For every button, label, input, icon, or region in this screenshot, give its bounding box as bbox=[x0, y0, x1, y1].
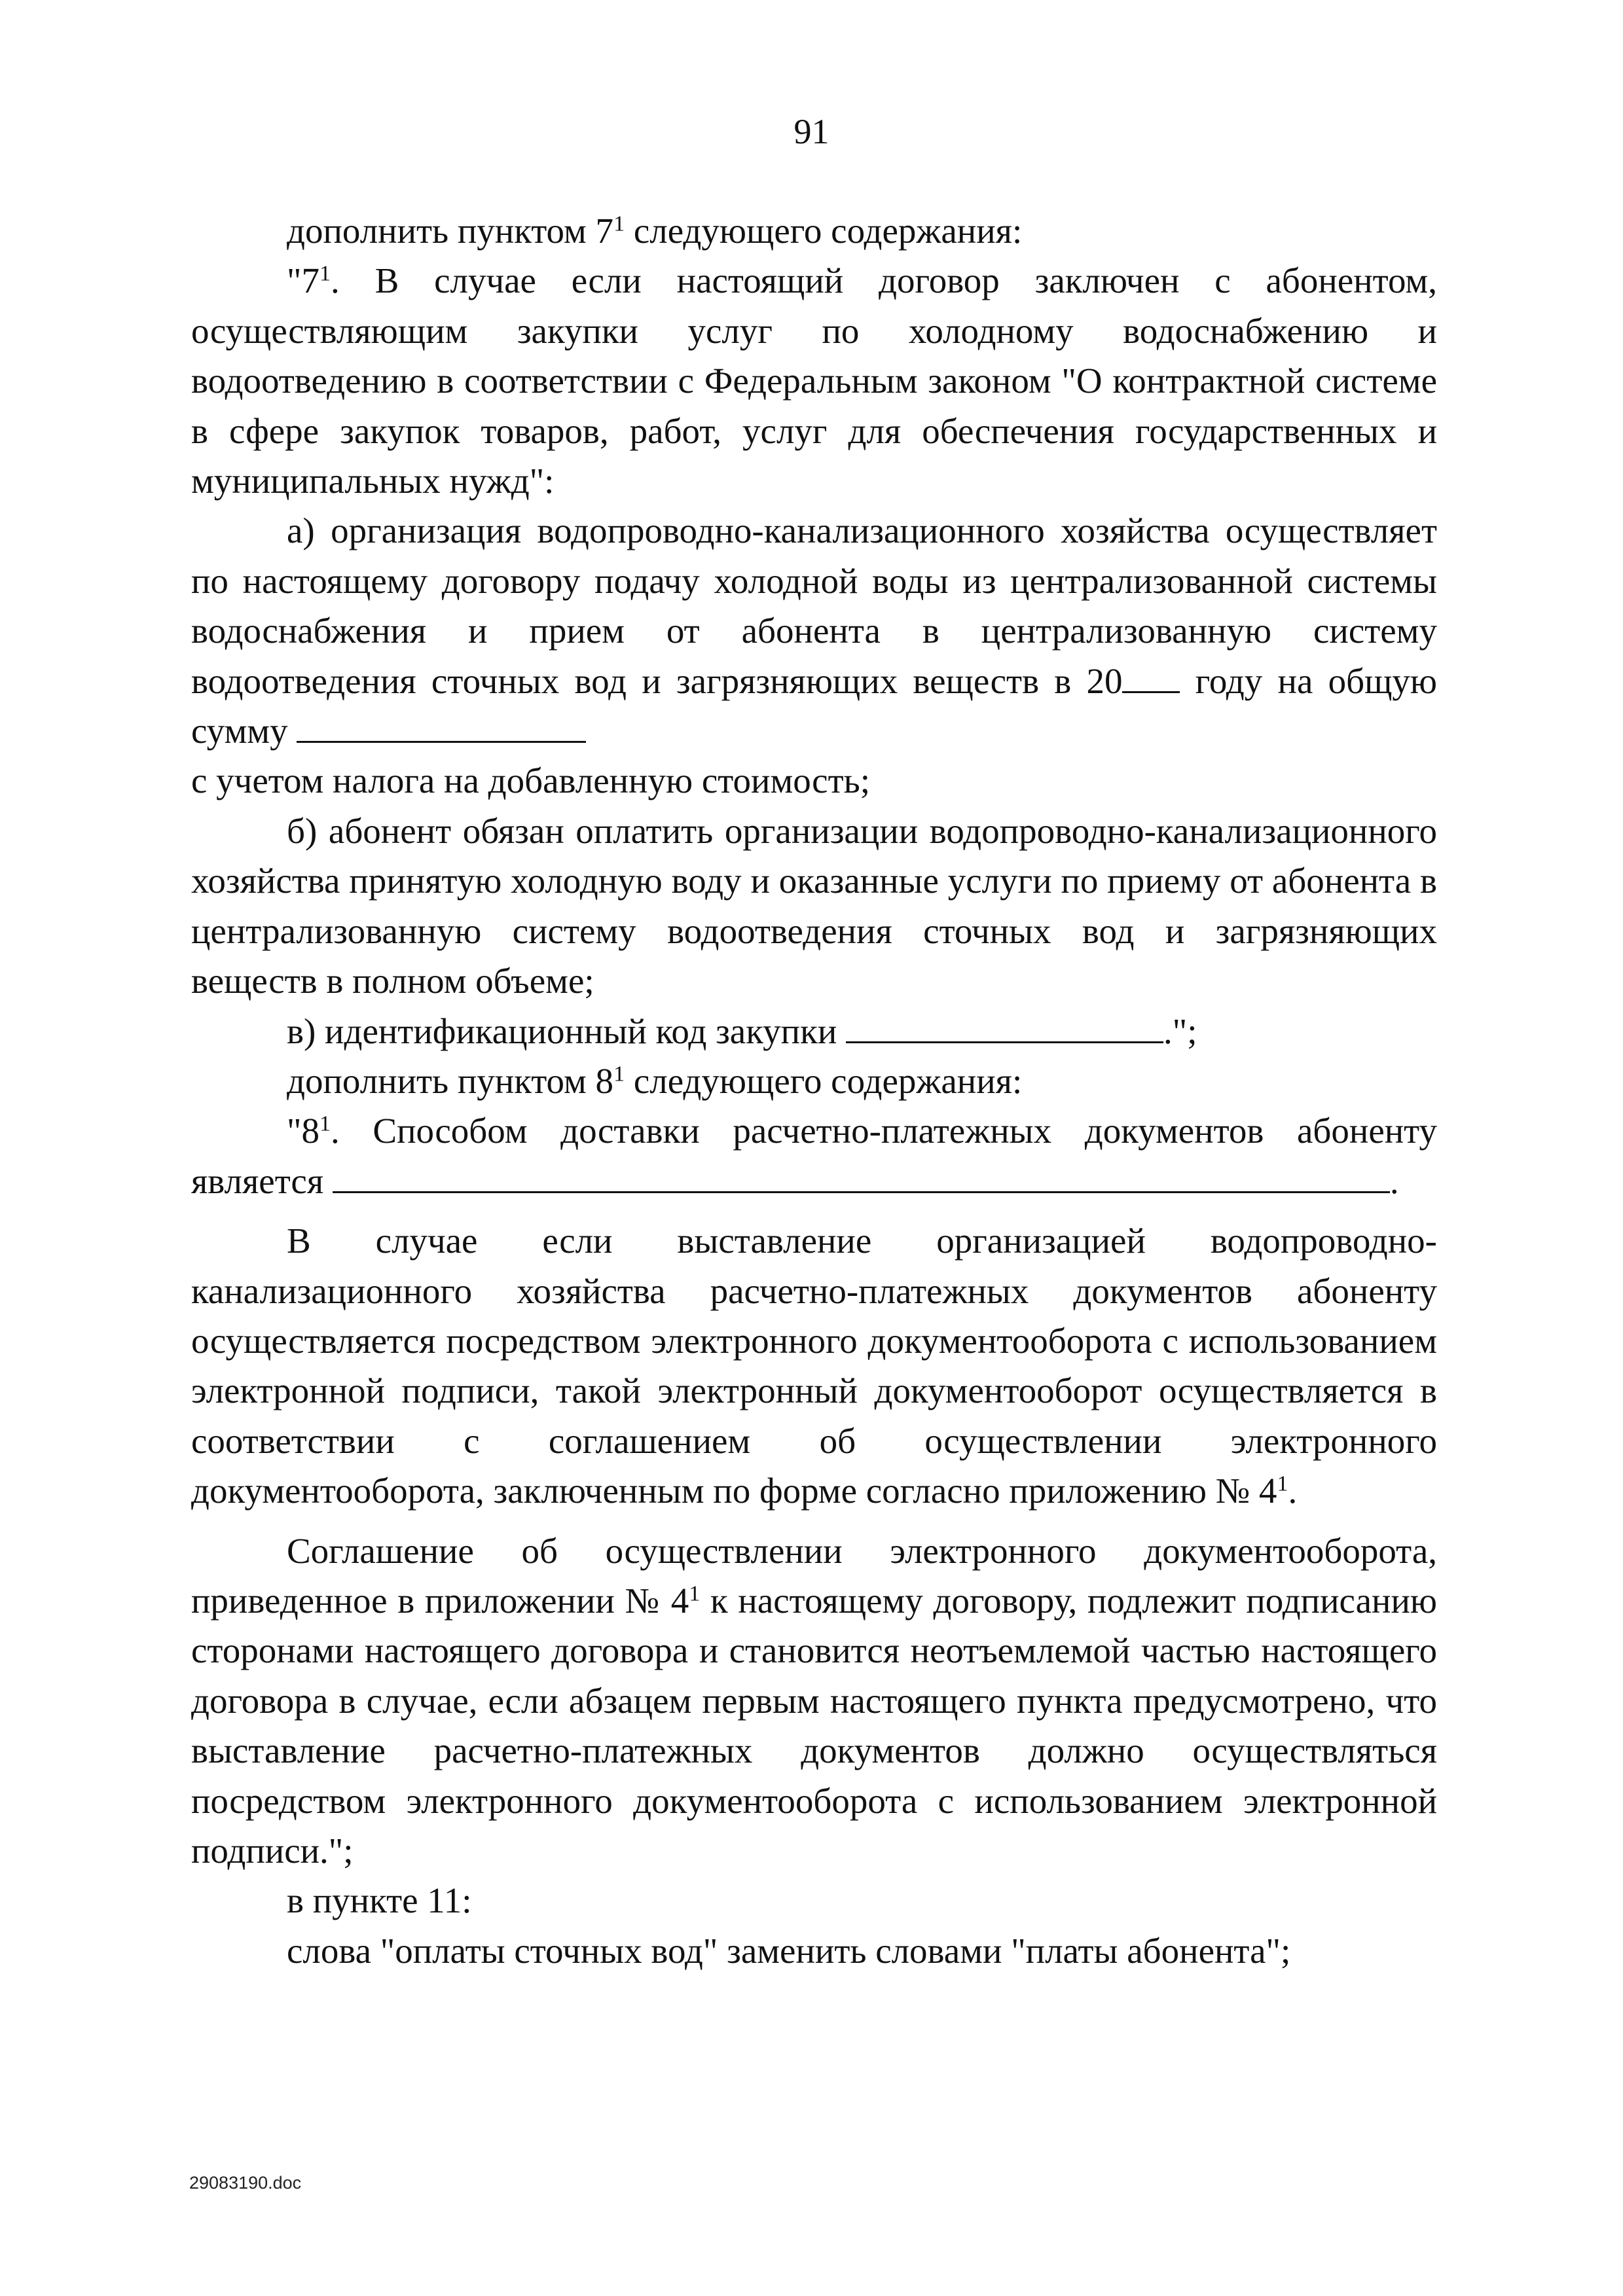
paragraph-agreement: Соглашение об осуществлении электронного документооборота, приведенное в приложении № $4^1$ к настоящему договору, подлежит подписанию сторонами настоящего договора и становится неотъемлемой частью настоящего договора в случае, если абзацем первым настоящего пункта предусмотрено, что выставление расчетно-платежных документов должно осуществляться посредством электронного документооборота с использованием электронной подписи."; bbox=[191, 1530, 1437, 1871]
purchase-code-blank-field bbox=[846, 1041, 1163, 1043]
paragraph-replace-words: слова "оплаты сточных вод" заменить словами "платы абонента"; bbox=[287, 1930, 1291, 1971]
paragraph-subitem-v: в) идентификационный код закупки ."; bbox=[287, 1011, 1197, 1051]
paragraph-amend-item-8-1: дополнить пунктом $8^1$ следующего содержания: bbox=[287, 1060, 1023, 1101]
paragraph-item-11: в пункте 11: bbox=[287, 1880, 472, 1921]
paragraph-amend-item-7-1: дополнить пунктом $7^1$ следующего содержания: bbox=[287, 211, 1023, 251]
total-sum-blank-field bbox=[297, 740, 586, 743]
paragraph-electronic-exchange: В случае если выставление организацией водопроводно-канализационного хозяйства расчетно-платежных документов абоненту осуществляется посредством электронного документооборота с использованием электронной подписи, такой электронный документооборот осуществляется в соответствии с соглашением об осуществлении электронного документооборота, заключенным по форме согласно приложению № $4^1$. bbox=[191, 1221, 1437, 1511]
paragraph-subitem-a: а) организация водопроводно-канализационного хозяйства осуществляет по настоящему договору подачу холодной воды из централизованной системы водоснабжения и прием от абонента в централизованную систему водоотведения сточных вод и загрязняющих веществ в 20 году на общую сумму с учетом налога на добавленную стоимость; bbox=[191, 511, 1438, 801]
year-blank-field bbox=[1122, 691, 1180, 693]
footer-file-name: 29083190.doc bbox=[189, 2173, 302, 2193]
document-body bbox=[191, 206, 1437, 1976]
paragraph-item-8-1: "$8^1$. Способом доставки расчетно-платежных документов абоненту является . bbox=[191, 1111, 1437, 1201]
paragraph-item-7-1: "$7^1$. В случае если настоящий договор заключен с абонентом, осуществляющим закупки услуг по холодному водоснабжению и водоотведению в соответствии с Федеральным законом "О контрактной системе в сфере закупок товаров, работ, услуг для обеспечения государственных и муниципальных нужд": bbox=[191, 260, 1437, 501]
delivery-method-blank-field bbox=[333, 1191, 1390, 1193]
paragraph-subitem-b: б) абонент обязан оплатить организации водопроводно-канализационного хозяйства принятую холодную воду и оказанные услуги по приему от абонента в централизованную систему водоотведения сточных вод и загрязняющих веществ в полном объеме; bbox=[191, 810, 1437, 1001]
page-number: 91 bbox=[793, 112, 830, 151]
